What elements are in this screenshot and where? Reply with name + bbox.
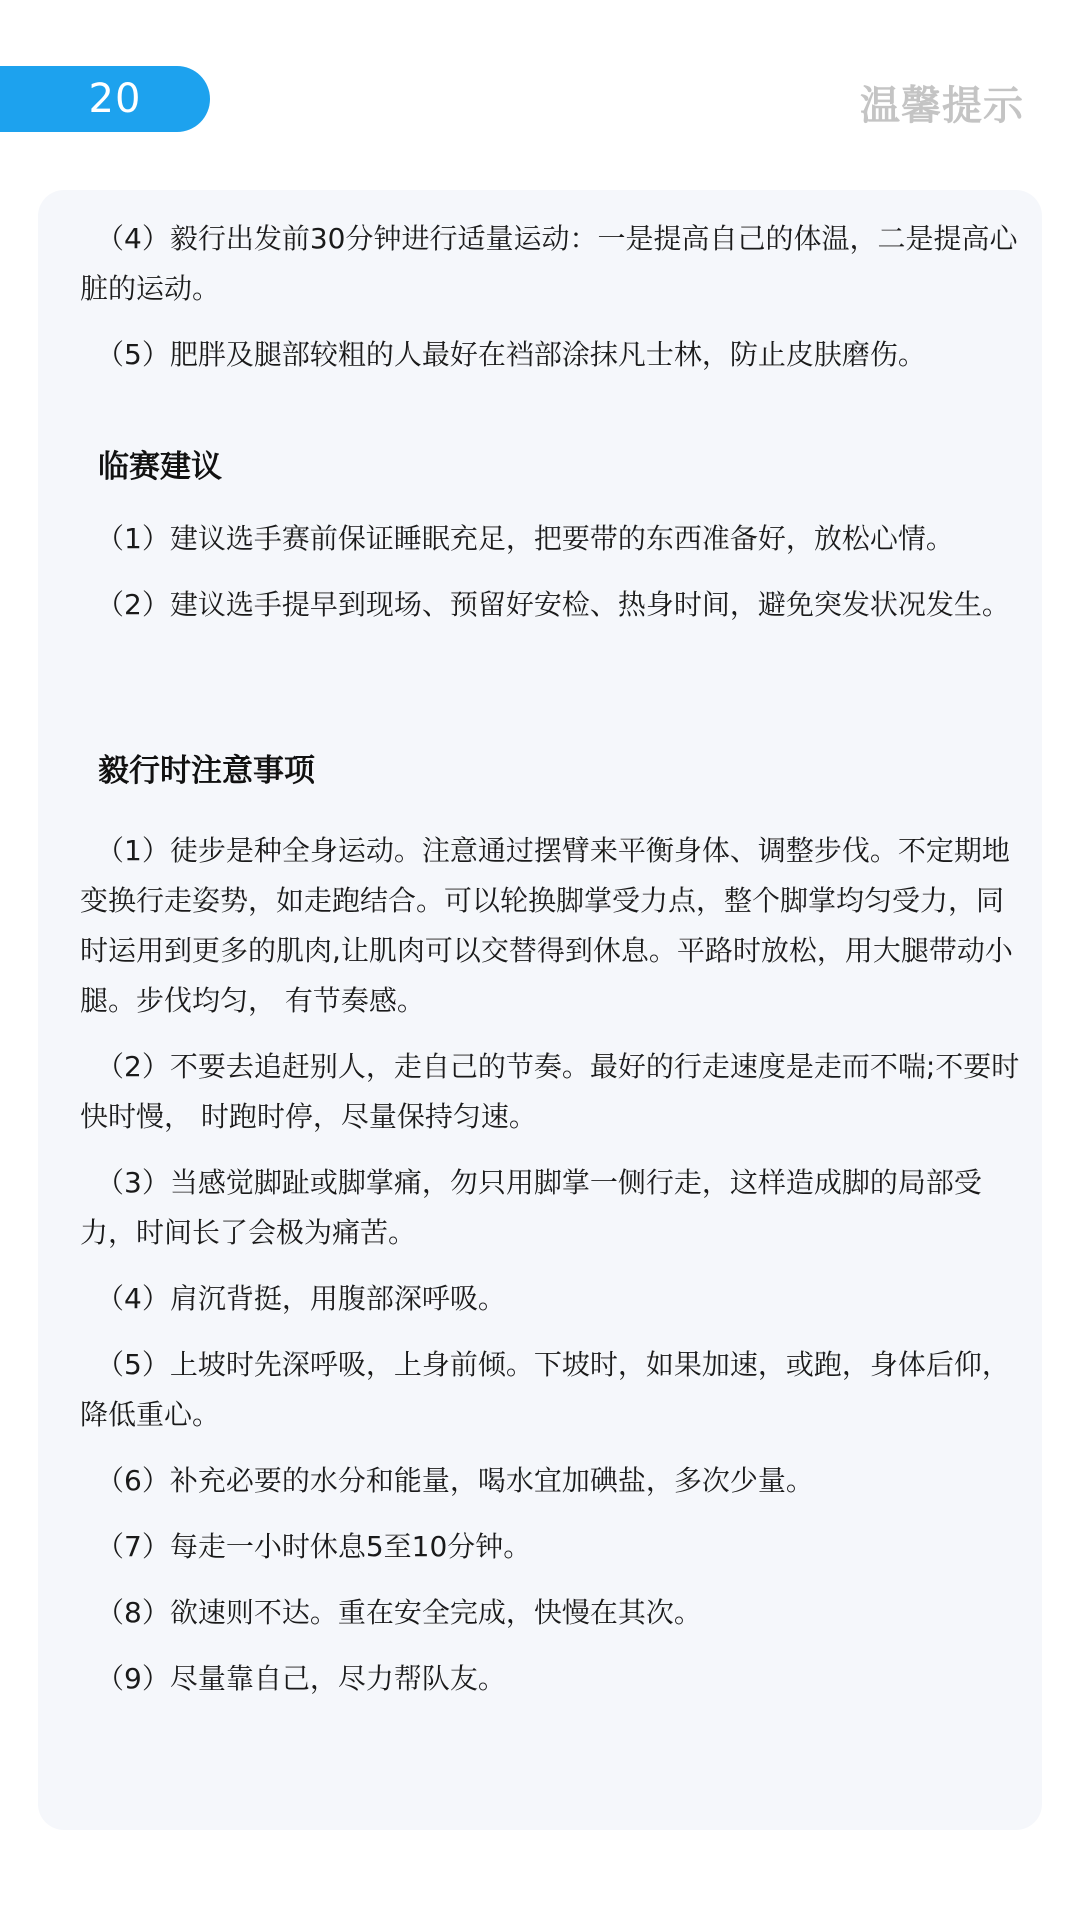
page-number-badge xyxy=(0,66,210,132)
list-item: （9）尽量靠自己，尽力帮队友。 xyxy=(96,1662,506,1695)
section-title: 温馨提示 xyxy=(860,83,1024,129)
section-heading-race-advice: 临赛建议 xyxy=(98,449,222,485)
list-item: （5）肥胖及腿部较粗的人最好在裆部涂抹凡士林，防止皮肤磨伤。 xyxy=(96,338,926,371)
list-item: （5）上坡时先深呼吸，上身前倾。下坡时，如果加速，或跑，身体后仰，降低重心。 xyxy=(80,1348,1010,1431)
list-item: （3）当感觉脚趾或脚掌痛，勿只用脚掌一侧行走，这样造成脚的局部受力，时间长了会极为痛苦。 xyxy=(80,1166,982,1249)
list-item: （1）徒步是种全身运动。注意通过摆臂来平衡身体、调整步伐。不定期地变换行走姿势，如走跑结合。可以轮换脚掌受力点，整个脚掌均匀受力，同时运用到更多的肌肉,让肌肉可以交替得到休息。平路时放松，用大腿带动小腿。步伐均匀， 有节奏感。 xyxy=(80,834,1013,1017)
list-item: （2）不要去追赶别人，走自己的节奏。最好的行走速度是走而不喘;不要时快时慢， 时跑时停，尽量保持匀速。 xyxy=(80,1050,1020,1133)
content-body xyxy=(80,214,1020,1704)
page-number: 20 xyxy=(88,76,142,122)
list-item: （8）欲速则不达。重在安全完成，快慢在其次。 xyxy=(96,1596,702,1629)
section-heading-walking-notes: 毅行时注意事项 xyxy=(98,753,315,789)
list-item: （7）每走一小时休息5至10分钟。 xyxy=(96,1530,532,1563)
list-item: （2）建议选手提早到现场、预留好安检、热身时间，避免突发状况发生。 xyxy=(96,588,1010,621)
list-item: （6）补充必要的水分和能量，喝水宜加碘盐，多次少量。 xyxy=(96,1464,814,1497)
list-item: （4）毅行出发前30分钟进行适量运动：一是提高自己的体温，二是提高心脏的运动。 xyxy=(80,222,1018,305)
list-item: （1）建议选手赛前保证睡眠充足，把要带的东西准备好，放松心情。 xyxy=(96,522,954,555)
list-item: （4）肩沉背挺，用腹部深呼吸。 xyxy=(96,1282,506,1315)
